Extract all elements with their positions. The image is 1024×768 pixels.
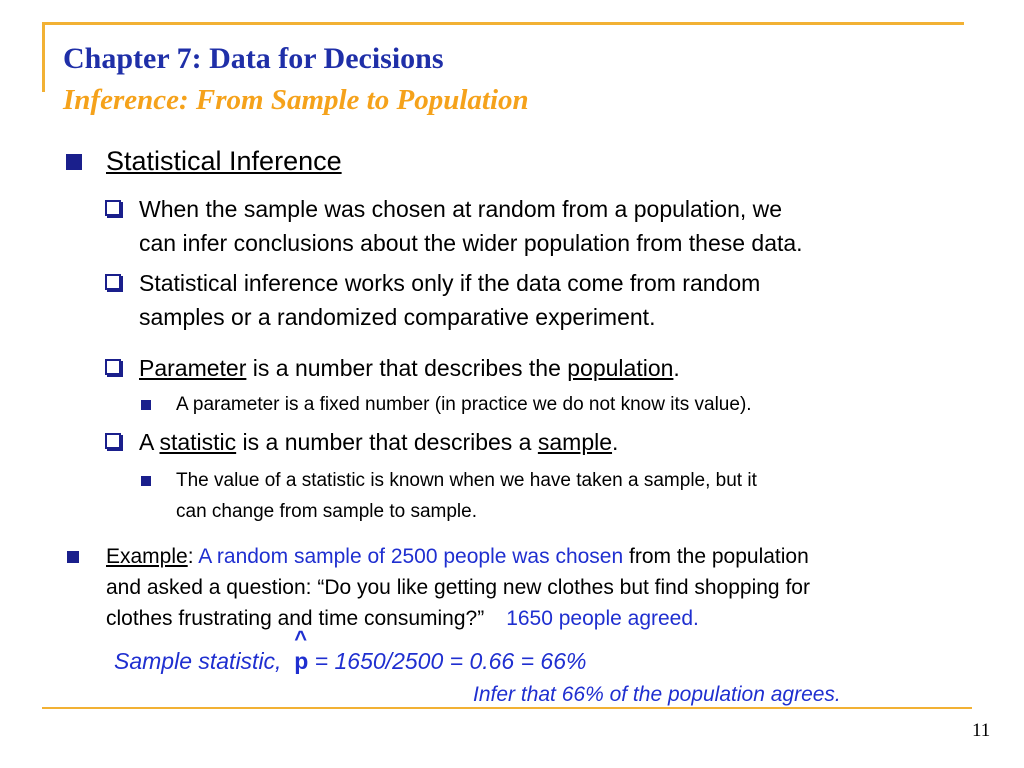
checkbox-bullet-icon [105, 200, 121, 216]
sub-bullet-text: The value of a statistic is known when we have taken a sample, but it [176, 470, 757, 491]
example-line: Example: A random sample of 2500 people was chosen from the population [106, 545, 809, 568]
square-bullet-icon [141, 476, 151, 486]
checkbox-bullet-icon [105, 433, 121, 449]
bullet-text: Statistical inference works only if the data come from random [139, 270, 761, 296]
bullet-text: When the sample was chosen at random from a population, we [139, 196, 783, 222]
parameter-bullet: Parameter is a number that describes the population. [139, 355, 680, 381]
square-bullet-icon [141, 400, 151, 410]
checkbox-bullet-icon [105, 274, 121, 290]
sub-bullet-text: can change from sample to sample. [176, 501, 477, 522]
inference-conclusion: Infer that 66% of the population agrees. [473, 683, 841, 706]
square-bullet-icon [66, 154, 82, 170]
population-term: population [567, 355, 674, 381]
bottom-border-line [42, 707, 972, 709]
section-heading: Statistical Inference [106, 146, 342, 176]
square-bullet-icon [67, 551, 79, 563]
sample-statistic-formula: Sample statistic, ^ p = 1650/2500 = 0.66 = 66% [114, 626, 587, 674]
agreed-count: 1650 people agreed. [506, 607, 699, 630]
sample-term: sample [537, 429, 613, 455]
slide-title: Chapter 7: Data for Decisions [63, 42, 444, 75]
parameter-term: Parameter [139, 355, 247, 381]
statistic-term: statistic [159, 429, 237, 455]
page-number: 11 [972, 720, 991, 741]
left-border-line [42, 22, 45, 92]
top-border-line [42, 22, 964, 25]
p-hat-symbol: ^ p [294, 626, 309, 674]
example-highlight: A random sample of 2500 people was chosen [198, 545, 624, 568]
example-line: and asked a question: “Do you like getting new clothes but find shopping for [106, 576, 810, 599]
checkbox-bullet-icon [105, 359, 121, 375]
example-line: clothes frustrating and time consuming?” 1650 people agreed. [106, 607, 699, 630]
slide-subtitle: Inference: From Sample to Population [63, 84, 529, 116]
sub-bullet-text: A parameter is a fixed number (in practice we do not know its value). [176, 394, 752, 415]
bullet-text: can infer conclusions about the wider population from these data. [139, 230, 803, 256]
statistic-bullet: A statistic is a number that describes a sample. [139, 429, 619, 455]
example-label: Example [106, 545, 188, 568]
bullet-text: samples or a randomized comparative experiment. [139, 304, 656, 330]
